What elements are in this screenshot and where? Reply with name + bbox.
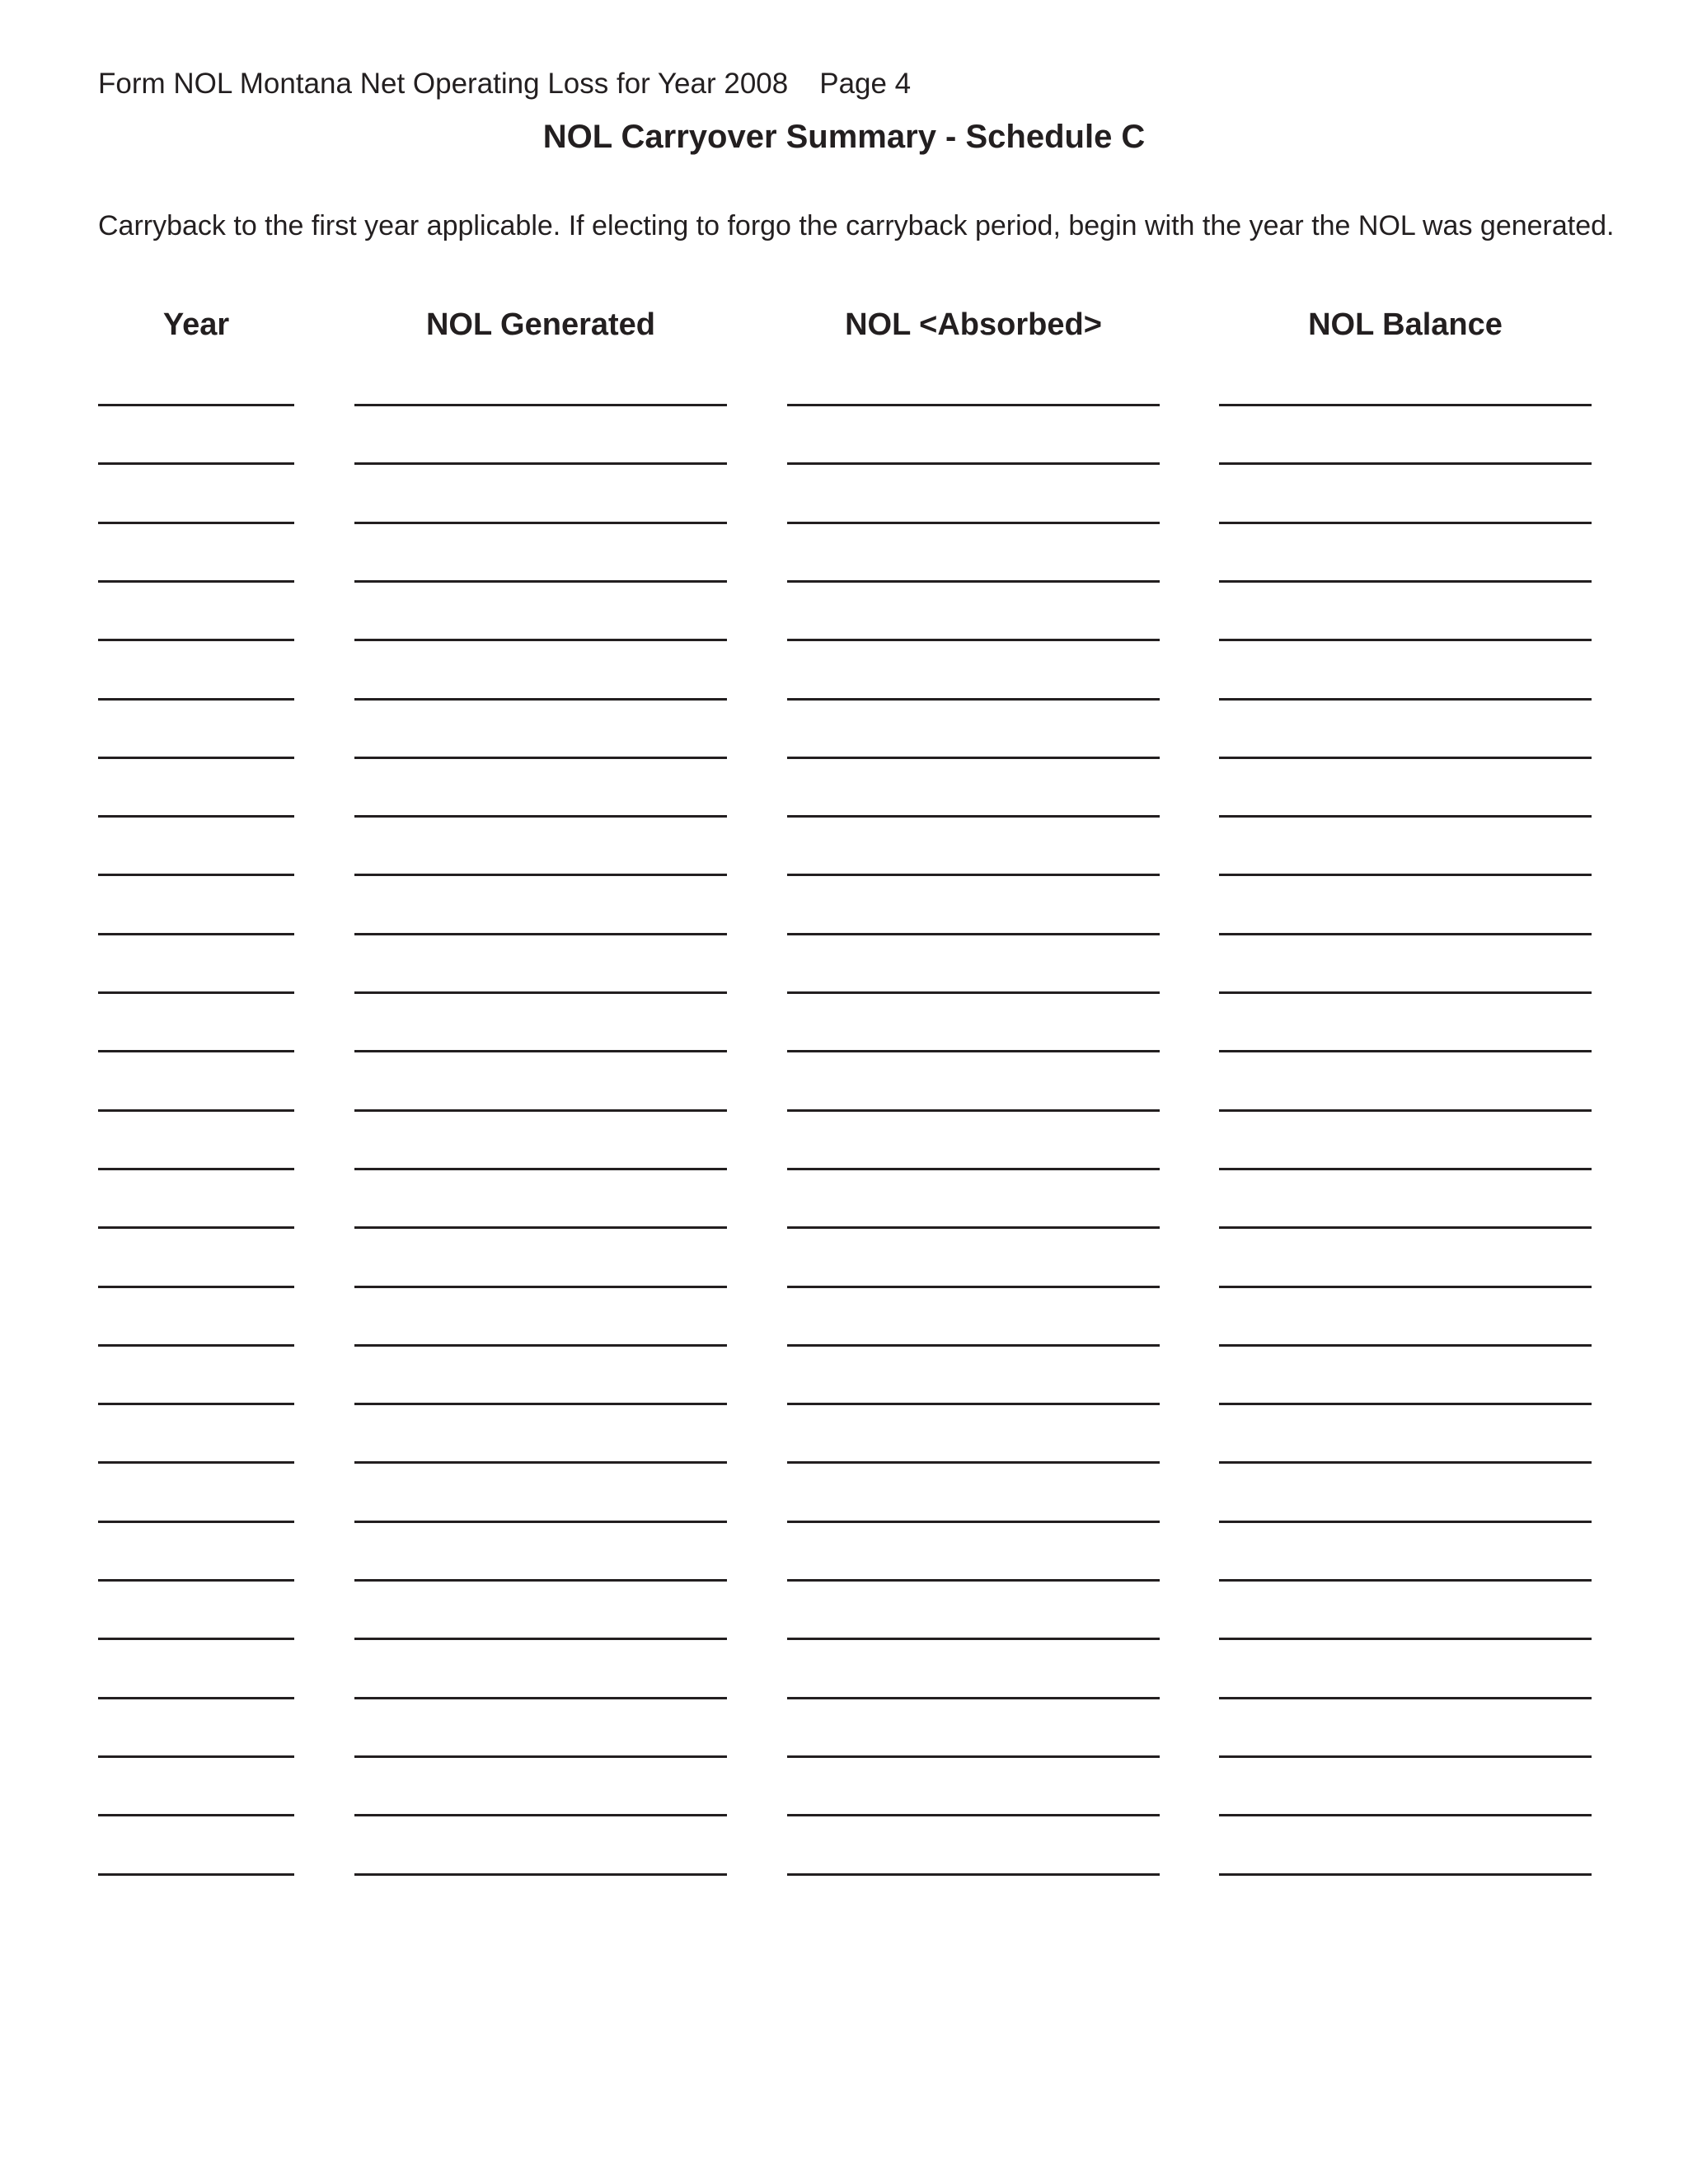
nol-balance-entry-line[interactable] (1219, 1403, 1592, 1405)
nol-generated-entry-line[interactable] (354, 1638, 727, 1640)
nol-balance-entry-line[interactable] (1219, 815, 1592, 818)
nol-generated-entry-line[interactable] (354, 1403, 727, 1405)
nol-absorbed-entry-line[interactable] (787, 1755, 1160, 1758)
nol-balance-entry-line[interactable] (1219, 1873, 1592, 1876)
nol-generated-entry-line[interactable] (354, 1109, 727, 1112)
nol-generated-entry-line[interactable] (354, 757, 727, 759)
nol-generated-entry-line[interactable] (354, 1168, 727, 1170)
year-entry-line[interactable] (98, 815, 294, 818)
nol-balance-entry-line[interactable] (1219, 1109, 1592, 1112)
nol-generated-entry-line[interactable] (354, 1461, 727, 1464)
year-entry-line[interactable] (98, 522, 294, 524)
year-entry-line[interactable] (98, 1521, 294, 1523)
column-header-nol-generated: NOL Generated (425, 307, 656, 342)
nol-absorbed-entry-line[interactable] (787, 757, 1160, 759)
year-entry-line[interactable] (98, 462, 294, 465)
nol-generated-entry-line[interactable] (354, 815, 727, 818)
nol-absorbed-entry-line[interactable] (787, 1521, 1160, 1523)
year-entry-line[interactable] (98, 1814, 294, 1816)
nol-generated-entry-line[interactable] (354, 1521, 727, 1523)
nol-absorbed-entry-line[interactable] (787, 1697, 1160, 1699)
nol-absorbed-entry-line[interactable] (787, 1226, 1160, 1229)
year-entry-line[interactable] (98, 1579, 294, 1582)
instructions-text: Carryback to the first year applicable. If electing to forgo the carryback period, begin with the year the NOL was generated. (98, 210, 1615, 241)
nol-balance-entry-line[interactable] (1219, 757, 1592, 759)
nol-balance-entry-line[interactable] (1219, 522, 1592, 524)
column-header-year: Year (162, 307, 230, 342)
nol-balance-entry-line[interactable] (1219, 1521, 1592, 1523)
year-entry-line[interactable] (98, 1755, 294, 1758)
nol-generated-entry-line[interactable] (354, 1050, 727, 1052)
nol-balance-entry-line[interactable] (1219, 1344, 1592, 1347)
nol-absorbed-entry-line[interactable] (787, 462, 1160, 465)
nol-absorbed-entry-line[interactable] (787, 1403, 1160, 1405)
year-entry-line[interactable] (98, 933, 294, 935)
nol-generated-entry-line[interactable] (354, 1579, 727, 1582)
nol-balance-entry-line[interactable] (1219, 698, 1592, 701)
nol-absorbed-entry-line[interactable] (787, 1814, 1160, 1816)
page-number: Page 4 (819, 68, 912, 100)
nol-absorbed-entry-line[interactable] (787, 1461, 1160, 1464)
nol-absorbed-entry-line[interactable] (787, 1344, 1160, 1347)
nol-generated-entry-line[interactable] (354, 1344, 727, 1347)
nol-absorbed-entry-line[interactable] (787, 522, 1160, 524)
nol-absorbed-entry-line[interactable] (787, 698, 1160, 701)
year-entry-line[interactable] (98, 698, 294, 701)
year-entry-line[interactable] (98, 1050, 294, 1052)
nol-balance-entry-line[interactable] (1219, 462, 1592, 465)
year-entry-line[interactable] (98, 1168, 294, 1170)
nol-absorbed-entry-line[interactable] (787, 1109, 1160, 1112)
nol-generated-entry-line[interactable] (354, 1873, 727, 1876)
nol-generated-entry-line[interactable] (354, 874, 727, 876)
nol-balance-entry-line[interactable] (1219, 1461, 1592, 1464)
year-entry-line[interactable] (98, 580, 294, 583)
year-entry-line[interactable] (98, 1286, 294, 1288)
nol-generated-entry-line[interactable] (354, 698, 727, 701)
year-entry-line[interactable] (98, 1226, 294, 1229)
year-entry-line[interactable] (98, 1697, 294, 1699)
form-title: Form NOL Montana Net Operating Loss for Year 2008 (98, 68, 789, 100)
nol-balance-entry-line[interactable] (1219, 1814, 1592, 1816)
nol-absorbed-entry-line[interactable] (787, 1579, 1160, 1582)
column-header-nol-absorbed: NOL <Absorbed> (845, 307, 1102, 342)
year-entry-line[interactable] (98, 404, 294, 406)
nol-absorbed-entry-line[interactable] (787, 874, 1160, 876)
year-entry-line[interactable] (98, 1638, 294, 1640)
nol-absorbed-entry-line[interactable] (787, 1638, 1160, 1640)
nol-balance-entry-line[interactable] (1219, 991, 1592, 994)
nol-balance-entry-line[interactable] (1219, 1638, 1592, 1640)
nol-absorbed-entry-line[interactable] (787, 933, 1160, 935)
nol-absorbed-entry-line[interactable] (787, 639, 1160, 641)
year-entry-line[interactable] (98, 991, 294, 994)
nol-absorbed-entry-line[interactable] (787, 991, 1160, 994)
year-entry-line[interactable] (98, 1403, 294, 1405)
nol-balance-entry-line[interactable] (1219, 1697, 1592, 1699)
year-entry-line[interactable] (98, 1344, 294, 1347)
nol-balance-entry-line[interactable] (1219, 1579, 1592, 1582)
nol-generated-entry-line[interactable] (354, 1814, 727, 1816)
nol-generated-entry-line[interactable] (354, 462, 727, 465)
nol-absorbed-entry-line[interactable] (787, 404, 1160, 406)
nol-absorbed-entry-line[interactable] (787, 1286, 1160, 1288)
year-entry-line[interactable] (98, 639, 294, 641)
nol-generated-entry-line[interactable] (354, 404, 727, 406)
nol-absorbed-entry-line[interactable] (787, 815, 1160, 818)
year-entry-line[interactable] (98, 757, 294, 759)
nol-generated-entry-line[interactable] (354, 1697, 727, 1699)
nol-absorbed-entry-line[interactable] (787, 1168, 1160, 1170)
year-entry-line[interactable] (98, 1461, 294, 1464)
nol-absorbed-entry-line[interactable] (787, 1873, 1160, 1876)
nol-balance-entry-line[interactable] (1219, 1755, 1592, 1758)
nol-balance-entry-line[interactable] (1219, 1168, 1592, 1170)
nol-generated-entry-line[interactable] (354, 933, 727, 935)
nol-balance-entry-line[interactable] (1219, 404, 1592, 406)
nol-generated-entry-line[interactable] (354, 1226, 727, 1229)
year-entry-line[interactable] (98, 1109, 294, 1112)
nol-generated-entry-line[interactable] (354, 580, 727, 583)
nol-balance-entry-line[interactable] (1219, 874, 1592, 876)
year-entry-line[interactable] (98, 1873, 294, 1876)
page-title: NOL Carryover Summary - Schedule C (542, 119, 1146, 155)
nol-absorbed-entry-line[interactable] (787, 580, 1160, 583)
nol-balance-entry-line[interactable] (1219, 933, 1592, 935)
nol-generated-entry-line[interactable] (354, 639, 727, 641)
nol-balance-entry-line[interactable] (1219, 639, 1592, 641)
nol-balance-entry-line[interactable] (1219, 1050, 1592, 1052)
nol-generated-entry-line[interactable] (354, 1286, 727, 1288)
nol-generated-entry-line[interactable] (354, 522, 727, 524)
nol-generated-entry-line[interactable] (354, 991, 727, 994)
nol-balance-entry-line[interactable] (1219, 1286, 1592, 1288)
nol-balance-entry-line[interactable] (1219, 580, 1592, 583)
year-entry-line[interactable] (98, 874, 294, 876)
nol-absorbed-entry-line[interactable] (787, 1050, 1160, 1052)
nol-balance-entry-line[interactable] (1219, 1226, 1592, 1229)
nol-generated-entry-line[interactable] (354, 1755, 727, 1758)
column-header-nol-balance: NOL Balance (1308, 307, 1503, 342)
